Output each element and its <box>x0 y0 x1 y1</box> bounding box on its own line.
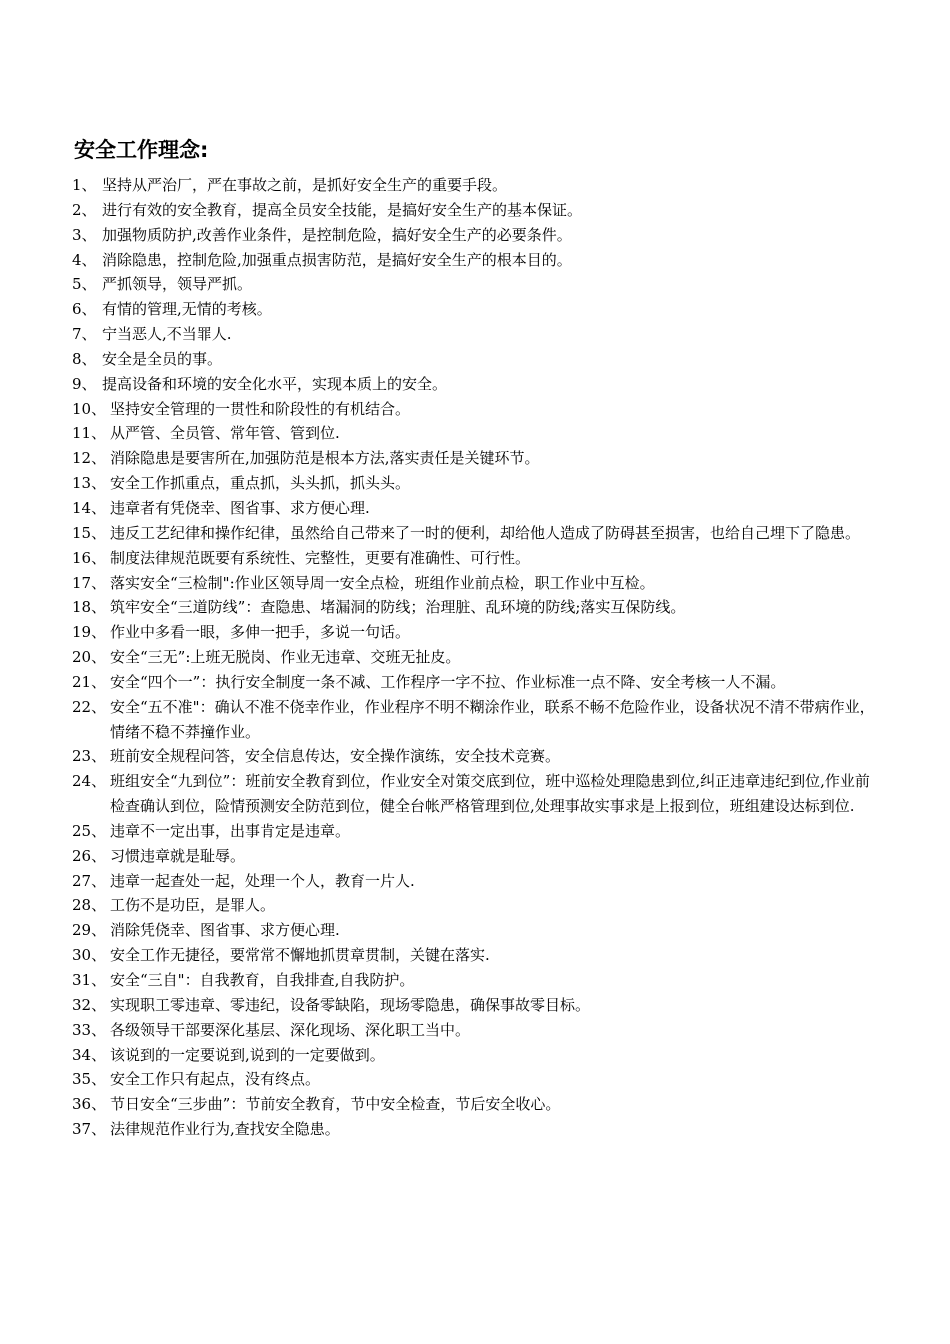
list-item-number: 10、 <box>72 399 107 418</box>
list-item-number: 20、 <box>72 648 107 667</box>
list-item-text: 班前安全规程问答，安全信息传达，安全操作演练，安全技术竞赛。 <box>110 747 561 766</box>
list-item-number: 30、 <box>72 946 107 965</box>
list-item <box>72 645 884 670</box>
list-item <box>72 595 884 620</box>
list-item-number: 6、 <box>72 300 97 319</box>
list-item-number: 35、 <box>72 1070 107 1089</box>
list-item <box>72 546 884 571</box>
list-item-text: 安全“五不准"：确认不准不侥幸作业，作业程序不明不糊涂作业，联系不畅不危险作业，设备状况不清不带病作业，情绪不稳不莽撞作业。 <box>110 697 875 741</box>
list-item <box>72 918 884 943</box>
list-item-number: 4、 <box>72 250 97 269</box>
list-item <box>72 943 884 968</box>
list-item <box>72 198 884 223</box>
list-item <box>72 769 884 819</box>
list-item-text: 违反工艺纪律和操作纪律，虽然给自己带来了一时的便利，却给他人造成了防碍甚至损害，也给自己埋下了隐患。 <box>110 523 861 542</box>
principles-list <box>72 173 884 1142</box>
list-item-text: 工伤不是功臣，是罪人。 <box>110 896 276 915</box>
list-item-number: 26、 <box>72 846 107 865</box>
list-item <box>72 819 884 844</box>
list-item-number: 7、 <box>72 325 97 344</box>
list-item-text: 加强物质防护,改善作业条件，是控制危险，搞好安全生产的必要条件。 <box>102 225 572 244</box>
list-item-number: 9、 <box>72 374 97 393</box>
list-item-number: 37、 <box>72 1120 107 1139</box>
list-item <box>72 844 884 869</box>
list-item <box>72 421 884 446</box>
list-item-text: 安全工作只有起点，没有终点。 <box>110 1070 321 1089</box>
list-item-text: 安全是全员的事。 <box>102 349 223 368</box>
list-item-number: 12、 <box>72 449 107 468</box>
list-item <box>72 248 884 273</box>
list-item <box>72 347 884 372</box>
list-item-number: 18、 <box>72 598 107 617</box>
list-item <box>72 620 884 645</box>
list-item <box>72 223 884 248</box>
list-item-number: 21、 <box>72 672 107 691</box>
list-item-number: 3、 <box>72 225 97 244</box>
list-item <box>72 1067 884 1092</box>
list-item-number: 16、 <box>72 548 107 567</box>
list-item-number: 22、 <box>72 697 107 716</box>
list-item-number: 15、 <box>72 523 107 542</box>
list-item-text: 宁当恶人,不当罪人. <box>102 325 232 344</box>
list-item <box>72 521 884 546</box>
list-item <box>72 670 884 695</box>
list-item-text: 安全“三自"：自我教育，自我排查,自我防护。 <box>110 971 415 989</box>
list-item-text: 各级领导干部要深化基层、深化现场、深化职工当中。 <box>110 1020 471 1039</box>
list-item-number: 32、 <box>72 995 107 1014</box>
list-item-number: 29、 <box>72 921 107 940</box>
list-item-number: 24、 <box>72 772 107 791</box>
list-item-text: 落实安全“三检制":作业区领导周一安全点检，班组作业前点检，职工作业中互检。 <box>110 573 655 592</box>
list-item-number: 13、 <box>72 474 107 493</box>
document-title: 安全工作理念: <box>74 138 209 162</box>
list-item <box>72 397 884 422</box>
list-item-number: 1、 <box>72 176 97 194</box>
list-item-number: 2、 <box>72 200 97 219</box>
list-item <box>72 1092 884 1117</box>
list-item-number: 11、 <box>72 424 107 443</box>
list-item-text: 违章一起查处一起，处理一个人，教育一片人. <box>110 871 415 890</box>
list-item <box>72 446 884 471</box>
list-item-text: 法律规范作业行为,查找安全隐患。 <box>110 1120 340 1139</box>
list-item-text: 消除凭侥幸、图省事、求方便心理. <box>110 921 340 940</box>
list-item-text: 坚持安全管理的一贯性和阶段性的有机结合。 <box>110 399 411 418</box>
list-item-text: 坚持从严治厂，严在事故之前，是抓好安全生产的重要手段。 <box>102 176 508 194</box>
list-item-number: 34、 <box>72 1045 107 1064</box>
list-item <box>72 272 884 297</box>
list-item-number: 28、 <box>72 896 107 915</box>
list-item-number: 25、 <box>72 821 107 840</box>
list-item <box>72 1043 884 1068</box>
list-item <box>72 322 884 347</box>
list-item-text: 班组安全“九到位”：班前安全教育到位，作业安全对策交底到位，班中巡检处理隐患到位,纠正违章违纪到位,作业前检查确认到位，险情预测安全防范到位，健全台帐严格管理到位,处理事故实事求是上报到位，班组建设达标到位. <box>110 772 870 816</box>
list-item-text: 有情的管理,无情的考核。 <box>102 300 272 319</box>
list-item-number: 14、 <box>72 498 107 517</box>
list-item-text: 作业中多看一眼，多伸一把手，多说一句话。 <box>110 623 411 642</box>
list-item-text: 消除隐患是要害所在,加强防范是根本方法,落实责任是关键环节。 <box>110 449 540 468</box>
list-item <box>72 968 884 993</box>
list-item <box>72 571 884 596</box>
list-item-text: 节日安全“三步曲”：节前安全教育，节中安全检查，节后安全收心。 <box>110 1095 561 1114</box>
list-item <box>72 471 884 496</box>
list-item <box>72 744 884 769</box>
list-item-number: 23、 <box>72 747 107 766</box>
list-item <box>72 496 884 521</box>
list-item <box>72 893 884 918</box>
list-item <box>72 1117 884 1142</box>
list-item-text: 该说到的一定要说到,说到的一定要做到。 <box>110 1045 385 1064</box>
list-item-text: 制度法律规范既要有系统性、完整性，更要有准确性、可行性。 <box>110 548 531 567</box>
list-item-number: 31、 <box>72 971 107 989</box>
list-item-number: 33、 <box>72 1020 107 1039</box>
list-item-text: 消除隐患，控制危险,加强重点损害防范，是搞好安全生产的根本目的。 <box>102 250 572 269</box>
list-item-number: 8、 <box>72 349 97 368</box>
list-item-text: 习惯违章就是耻辱。 <box>110 846 246 865</box>
list-item-number: 17、 <box>72 573 107 592</box>
list-item-text: 严抓领导，领导严抓。 <box>102 275 253 294</box>
list-item <box>72 297 884 322</box>
list-item-text: 从严管、全员管、常年管、管到位. <box>110 424 340 443</box>
list-item-text: 安全工作无捷径，要常常不懈地抓贯章贯制，关键在落实. <box>110 946 490 965</box>
list-item <box>72 1018 884 1043</box>
list-item <box>72 869 884 894</box>
list-item-text: 安全工作抓重点，重点抓，头头抓，抓头头。 <box>110 474 411 493</box>
list-item-text: 违章者有凭侥幸、图省事、求方便心理. <box>110 498 370 517</box>
list-item-text: 进行有效的安全教育，提高全员安全技能，是搞好安全生产的基本保证。 <box>102 200 583 219</box>
list-item-text: 安全“四个一”：执行安全制度一条不减、工作程序一字不拉、作业标准一点不降、安全考核一人不漏。 <box>110 672 786 691</box>
list-item-number: 19、 <box>72 623 107 642</box>
list-item-number: 5、 <box>72 275 97 294</box>
list-item-number: 27、 <box>72 871 107 890</box>
list-item-text: 筑牢安全“三道防线”：查隐患、堵漏洞的防线；治理脏、乱环境的防线;落实互保防线。 <box>110 598 686 617</box>
list-item-text: 违章不一定出事，出事肯定是违章。 <box>110 821 351 840</box>
list-item-text: 安全“三无”:上班无脱岗、作业无违章、交班无扯皮。 <box>110 648 461 667</box>
list-item-number: 36、 <box>72 1095 107 1114</box>
list-item <box>72 173 884 198</box>
list-item-text: 提高设备和环境的安全化水平，实现本质上的安全。 <box>102 374 448 393</box>
list-item-text: 实现职工零违章、零违纪，设备零缺陷，现场零隐患，确保事故零目标。 <box>110 995 591 1014</box>
list-item <box>72 372 884 397</box>
list-item <box>72 695 884 745</box>
list-item <box>72 993 884 1018</box>
